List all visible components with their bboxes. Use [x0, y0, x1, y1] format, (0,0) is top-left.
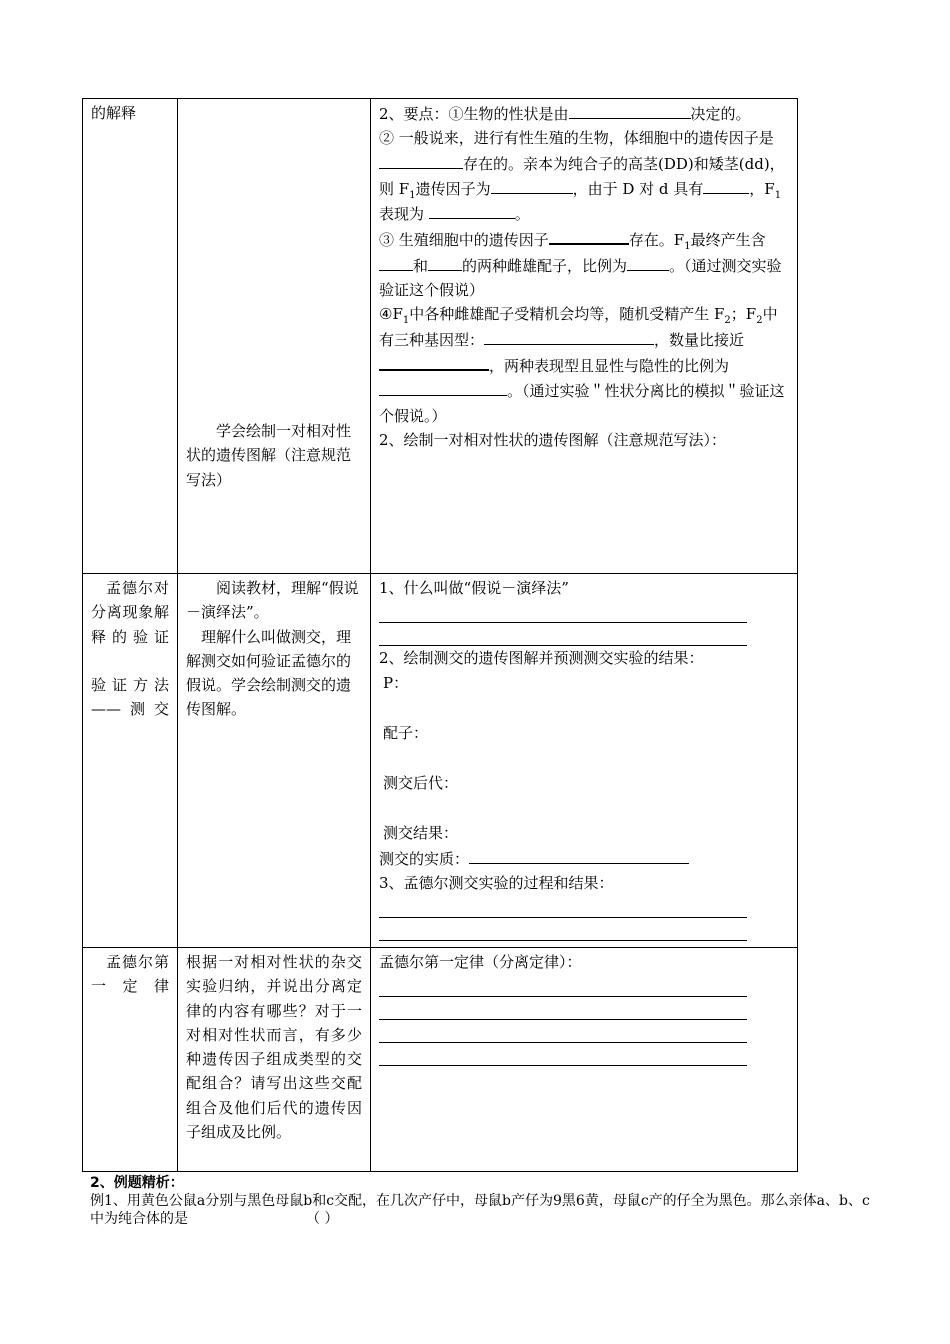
question-1: 1、什么叫做“假说－演绎法” [379, 579, 569, 597]
topic-text: 孟德尔第一定律 [91, 953, 169, 996]
question-2: 2、绘制测交的遗传图解并预测测交实验的结果： [379, 649, 704, 668]
answer-line[interactable] [379, 623, 747, 646]
topic-text: 的解释 [91, 104, 137, 122]
content-cell [371, 948, 798, 1172]
method-text: 验证方法——测交 [91, 675, 169, 719]
answer-line[interactable] [379, 974, 747, 997]
point-4: $④F_1$中各种雌雄配子受精机会均等，随机受精产生 $F_2$；$F_2$中有三种基因型： ，数量比接近，两种表现型且显性与隐性的比例为。（通过实验＂性状分离比的模拟＂验证这个假说。） [379, 305, 785, 425]
topic-cell [83, 948, 178, 1172]
lesson-table [82, 98, 798, 1172]
question-3: 3、孟德尔测交实验的过程和结果： [379, 874, 614, 893]
goal-text-1: 阅读教材，理解“假说－演绎法”。 [186, 579, 359, 622]
parent-label: P： [383, 673, 409, 692]
result-label: 测交结果： [383, 824, 459, 843]
point-1: 2、要点：①生物的性状是由 决定的。 [379, 101, 789, 126]
point-2: ② 一般说来，进行有性生殖的生物，体细胞中的遗传因子是存在的。亲本为纯合子的高茎(DD)和矮茎(dd)，则 $F_1$遗传因子为 ，由于 D 对 d 具有 ，$F_1$表现为 。 [379, 129, 785, 224]
example-text: 例1、用黄色公鼠a分别与黑色母鼠b和c交配，在几次产仔中，母鼠b产仔为9黑6黄，母鼠c产的仔全为黑色。那么亲体a、b、c中为纯合体的是 （ ） [90, 1193, 870, 1227]
law-label: 孟德尔第一定律（分离定律）： [379, 953, 582, 971]
goal-cell [178, 99, 371, 574]
offspring-label: 测交后代： [383, 774, 459, 793]
goal-cell [178, 574, 371, 948]
goal-text: 学会绘制一对相对性状的遗传图解（注意规范写法） [186, 422, 352, 489]
answer-paren[interactable]: （ ） [306, 1211, 339, 1227]
table-row [83, 99, 798, 574]
answer-line[interactable] [379, 997, 747, 1020]
gamete-label: 配子： [383, 723, 429, 742]
topic-cell [83, 99, 178, 574]
answer-line[interactable] [379, 1020, 747, 1043]
answer-line[interactable] [379, 895, 747, 918]
table-row [83, 948, 798, 1172]
essence-label: 测交的实质： [379, 849, 470, 868]
goal-cell [178, 948, 371, 1172]
answer-line[interactable] [379, 918, 747, 941]
topic-cell [83, 574, 178, 948]
point-5: 2、绘制一对相对性状的遗传图解（注意规范写法）： [379, 430, 727, 449]
table-row [83, 574, 798, 948]
topic-text: 孟德尔对分离现象解释的验证 [91, 579, 169, 646]
point-3: ③ 生殖细胞中的遗传因子 存在。$F_1$最终产生含和 的两种雌雄配子，比例为 。（通过测交实验验证这个假说） [379, 226, 789, 302]
goal-text: 根据一对相对性状的杂交实验归纳，并说出分离定律的内容有哪些？对于一对相对性状而言，有多少种遗传因子组成类型的交配组合？请写出这些交配组合及他们后代的遗传因子组成及比例。 [186, 953, 362, 1142]
example-section [90, 1174, 880, 1228]
content-cell [371, 99, 798, 574]
goal-text-2: 理解什么叫做测交，理解测交如何验证孟德尔的假说。学会绘制测交的遗传图解。 [186, 627, 352, 719]
section-heading: 2、例题精析： [90, 1175, 184, 1191]
essence-row [379, 846, 789, 871]
content-cell [371, 574, 798, 948]
answer-line[interactable] [379, 1043, 747, 1066]
answer-line[interactable] [379, 600, 747, 623]
